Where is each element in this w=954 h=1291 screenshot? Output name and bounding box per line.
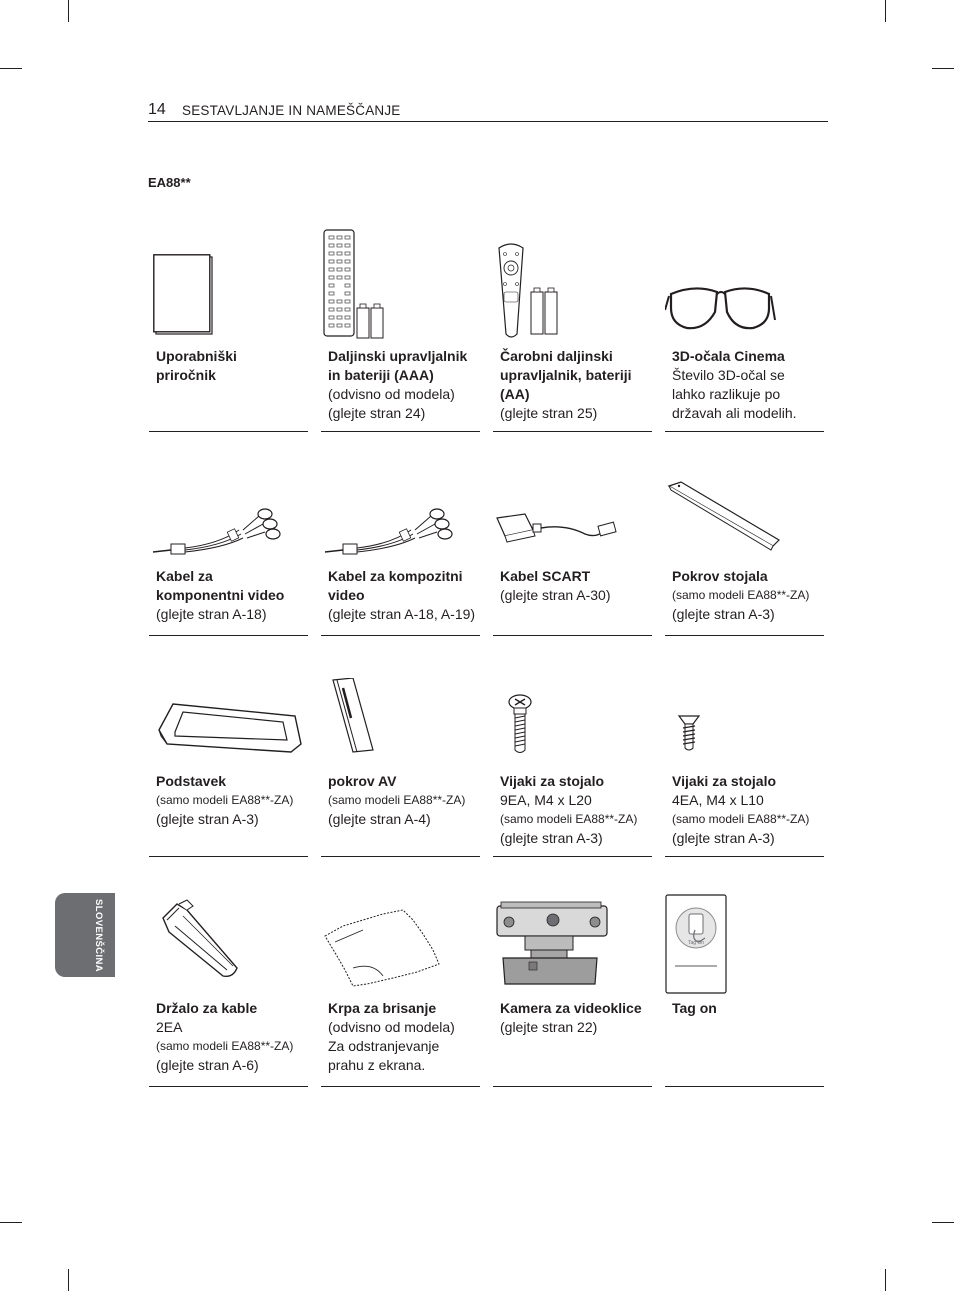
- caption-line: 2EA: [156, 1019, 183, 1035]
- caption-line: Kabel za: [156, 568, 213, 584]
- item-caption: [156, 772, 312, 829]
- composite-cable-icon: [321, 504, 461, 558]
- caption-line: (glejte stran A-3): [672, 830, 775, 846]
- item-caption: [500, 999, 656, 1037]
- caption-line: (samo modeli EA88**-ZA): [500, 812, 638, 826]
- caption-line: pokrov AV: [328, 773, 397, 789]
- caption-line: državah ali modelih.: [672, 405, 797, 421]
- item-rule: [321, 1086, 480, 1087]
- item-caption: [328, 567, 484, 624]
- caption-line: Podstavek: [156, 773, 227, 789]
- caption-line: (samo modeli EA88**-ZA): [672, 812, 810, 826]
- item-rule: [665, 431, 824, 432]
- item-caption: [500, 567, 656, 605]
- caption-line: lahko razlikuje po: [672, 386, 781, 402]
- item-rule: [493, 1086, 652, 1087]
- tag-on-card-text: Tag On: [687, 940, 705, 946]
- crop-mark: [0, 68, 22, 69]
- 3d-glasses-icon: [665, 284, 777, 336]
- item-caption: [500, 347, 656, 423]
- caption-line: 3D-očala Cinema: [672, 348, 785, 364]
- remote-with-batteries-icon: [321, 228, 391, 340]
- scart-cable-icon: [495, 510, 625, 546]
- crop-mark: [68, 0, 69, 22]
- item-caption: [672, 567, 828, 624]
- caption-line: (glejte stran A-3): [156, 811, 259, 827]
- item-caption: [672, 999, 828, 1018]
- item-rule: [321, 635, 480, 636]
- caption-line: Kamera za videoklice: [500, 1000, 642, 1016]
- manual-icon: [153, 254, 215, 336]
- caption-line: Kabel za kompozitni: [328, 568, 463, 584]
- crop-mark: [885, 1269, 886, 1291]
- item-caption: [672, 347, 828, 423]
- item-rule: [493, 635, 652, 636]
- av-cover-icon: [331, 678, 377, 754]
- caption-line: Kabel SCART: [500, 568, 591, 584]
- magic-remote-icon: [495, 240, 561, 340]
- crop-mark: [0, 1222, 22, 1223]
- caption-line: (glejte stran A-3): [672, 606, 775, 622]
- caption-line: 9EA, M4 x L20: [500, 792, 592, 808]
- caption-line: (odvisno od modela): [328, 1019, 455, 1035]
- caption-line: (odvisno od modela): [328, 386, 455, 402]
- caption-line: Vijaki za stojalo: [672, 773, 777, 789]
- cable-holder-icon: [157, 898, 241, 980]
- caption-line: (glejte stran A-18, A-19): [328, 606, 476, 622]
- item-rule: [493, 856, 652, 857]
- language-label: SLOVENŠČINA: [93, 899, 104, 973]
- video-call-camera-icon: [495, 900, 611, 990]
- header-rule: [148, 121, 828, 122]
- cleaning-cloth-icon: [323, 906, 443, 990]
- item-rule: [321, 431, 480, 432]
- caption-line: Pokrov stojala: [672, 568, 768, 584]
- item-rule: [665, 1086, 824, 1087]
- item-rule: [665, 635, 824, 636]
- caption-line: video: [328, 587, 365, 603]
- item-rule: [149, 635, 308, 636]
- stand-screw-short-icon: [677, 714, 701, 754]
- caption-line: Število 3D-očal se: [672, 367, 785, 383]
- caption-line: (samo modeli EA88**-ZA): [156, 793, 294, 807]
- caption-line: (samo modeli EA88**-ZA): [156, 1039, 294, 1053]
- caption-line: Tag on: [672, 1000, 717, 1016]
- caption-line: 4EA, M4 x L10: [672, 792, 764, 808]
- caption-line: (glejte stran 25): [500, 405, 598, 421]
- item-rule: [493, 431, 652, 432]
- item-caption: [328, 772, 484, 829]
- caption-line: (glejte stran 22): [500, 1019, 598, 1035]
- caption-line: upravljalnik, bateriji: [500, 367, 632, 383]
- item-caption: [500, 772, 656, 848]
- item-caption: [156, 999, 312, 1075]
- stand-screw-long-icon: [507, 694, 533, 756]
- caption-line: Držalo za kable: [156, 1000, 258, 1016]
- caption-line: Uporabniški: [156, 348, 237, 364]
- item-rule: [149, 431, 308, 432]
- component-cable-icon: [149, 504, 289, 558]
- item-rule: [321, 856, 480, 857]
- crop-mark: [68, 1269, 69, 1291]
- caption-line: (glejte stran A-30): [500, 587, 611, 603]
- item-caption: [672, 772, 828, 848]
- crop-mark: [885, 0, 886, 22]
- caption-line: (samo modeli EA88**-ZA): [672, 588, 810, 602]
- item-caption: [156, 347, 312, 385]
- caption-line: (glejte stran A-6): [156, 1057, 259, 1073]
- item-caption: [156, 567, 312, 624]
- caption-line: prahu z ekrana.: [328, 1057, 426, 1073]
- caption-line: Za odstranjevanje: [328, 1038, 440, 1054]
- stand-cover-icon: [667, 480, 783, 552]
- model-label: EA88**: [148, 175, 191, 190]
- caption-line: (glejte stran A-4): [328, 811, 431, 827]
- caption-line: Čarobni daljinski: [500, 348, 613, 364]
- crop-mark: [932, 1222, 954, 1223]
- caption-line: (glejte stran A-3): [500, 830, 603, 846]
- caption-line: Krpa za brisanje: [328, 1000, 437, 1016]
- caption-line: (glejte stran A-18): [156, 606, 267, 622]
- caption-line: priročnik: [156, 367, 216, 383]
- page-number: 14: [148, 101, 166, 118]
- caption-line: Vijaki za stojalo: [500, 773, 605, 789]
- caption-line: (samo modeli EA88**-ZA): [328, 793, 466, 807]
- caption-line: in bateriji (AAA): [328, 367, 434, 383]
- item-caption: [328, 999, 484, 1075]
- caption-line: Daljinski upravljalnik: [328, 348, 468, 364]
- stand-base-icon: [155, 700, 303, 756]
- caption-line: komponentni video: [156, 587, 285, 603]
- language-side-tab: [55, 893, 115, 977]
- tag-on-icon: [665, 894, 727, 994]
- item-caption: [328, 347, 484, 423]
- caption-line: (glejte stran 24): [328, 405, 426, 421]
- caption-line: (AA): [500, 386, 530, 402]
- item-rule: [149, 856, 308, 857]
- item-rule: [665, 856, 824, 857]
- section-title: SESTAVLJANJE IN NAMEŠČANJE: [182, 103, 401, 118]
- crop-mark: [932, 68, 954, 69]
- item-rule: [149, 1086, 308, 1087]
